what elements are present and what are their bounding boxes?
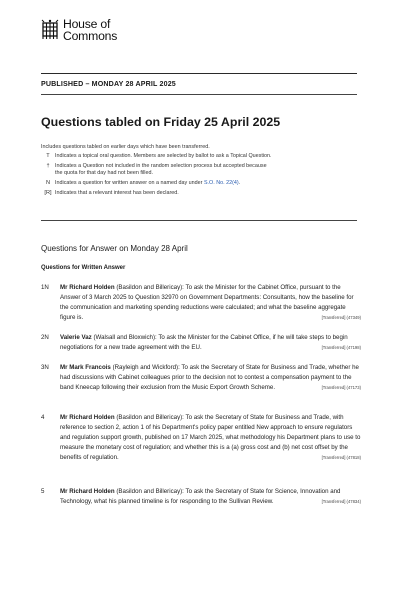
question-text: To ask the Secretary of State for Business and Trade, whether he had discussions with Cabinet colleagues prior to the decision not to contest a compensation payment to the band Kneecap following their exclusion from the Music Export Growth Scheme. xyxy=(60,364,359,391)
divider-top xyxy=(41,73,357,74)
key-symbol: † xyxy=(46,162,50,169)
intro-text: Includes questions tabled on earlier days which have been transferred. xyxy=(41,144,210,150)
page-title: Questions tabled on Friday 25 April 2025 xyxy=(41,115,281,129)
question-body xyxy=(60,333,361,353)
question-body xyxy=(60,363,361,393)
key-row xyxy=(41,180,361,187)
key-symbol: [R] xyxy=(44,189,52,196)
logo-wordmark xyxy=(63,19,117,42)
question-reference: [Transferred] (47173) xyxy=(321,385,361,390)
published-date: PUBLISHED – MONDAY 28 APRIL 2025 xyxy=(41,80,176,88)
key-text: Indicates a topical oral question. Members are selected by ballot to ask a Topical Question. xyxy=(55,153,272,159)
question-item xyxy=(41,363,361,393)
sub-heading: Questions for Written Answer xyxy=(41,265,126,271)
constituency: (Basildon and Billericay): xyxy=(116,488,184,495)
constituency: (Walsall and Bloxwich): xyxy=(93,334,157,341)
question-body xyxy=(60,487,361,507)
question-text: To ask the Minister for the Cabinet Office, if he will take steps to begin negotiations for a new trade agreement with the EU. xyxy=(60,334,348,351)
question-reference: [Transferred] (47818) xyxy=(321,455,361,460)
question-text: To ask the Minister for the Cabinet Office, pursuant to the Answer of 3 March 2025 to Question 32970 on Government Departments: Consultants, how the baseline for the communication and marketing spending reductions were calculated; and what the baseline aggregate figure is. xyxy=(60,284,354,321)
question-number: 2N xyxy=(41,334,49,341)
key-symbol: N xyxy=(45,179,51,186)
member-name: Mr Richard Holden xyxy=(60,284,115,291)
question-reference: [Transferred] (47198) xyxy=(321,345,361,350)
portcullis-icon xyxy=(41,19,59,41)
question-body xyxy=(60,283,361,323)
question-item xyxy=(41,487,361,507)
key-text-main: Indicates a question for written answer on a named day under xyxy=(55,179,204,186)
divider-published xyxy=(41,94,357,95)
member-name: Mr Richard Holden xyxy=(60,488,115,495)
question-item xyxy=(41,283,361,323)
question-number: 1N xyxy=(41,284,49,291)
logo-line-1: House of xyxy=(63,17,111,31)
member-name: Mr Richard Holden xyxy=(60,414,115,421)
question-number: 4 xyxy=(41,414,45,421)
question-text: To ask the Secretary of State for Business and Trade, with reference to section 2, action 1 of his Department's policy paper entitled New approach to ensure regulators and regulation support growth, published on 17 March 2025, what methodology his Department plans to use to measure the monetary cost of regulation; and whether this is a (a) gross cost and (b) net cost offset by the benefits of regulation. xyxy=(60,414,361,461)
logo-line-2: Commons xyxy=(63,28,118,43)
question-number: 3N xyxy=(41,364,49,371)
question-item xyxy=(41,413,361,463)
constituency: (Rayleigh and Wickford): xyxy=(112,364,180,371)
divider-key xyxy=(41,220,357,221)
key-text xyxy=(55,180,361,187)
key-symbol: T xyxy=(46,153,50,159)
key-row xyxy=(41,163,361,177)
question-body xyxy=(60,413,361,463)
key-text: Indicates a Question not included in the random selection process but accepted because the quota for that day had not been filled. xyxy=(55,162,267,176)
constituency: (Basildon and Billericay): xyxy=(116,284,184,291)
house-of-commons-logo xyxy=(41,19,117,42)
key-text: Indicates that a relevant interest has been declared. xyxy=(55,189,179,196)
member-name: Valerie Vaz xyxy=(60,334,92,341)
question-item xyxy=(41,333,361,353)
question-reference: [Transferred] (47349) xyxy=(321,315,361,320)
question-text: To ask the Secretary of State for Science, Innovation and Technology, what his planned timeline is for responding to the Sullivan Review. xyxy=(60,488,341,505)
question-reference: [Transferred] (47834) xyxy=(321,499,361,504)
standing-order-link[interactable]: S.O. No. 22(4) xyxy=(203,179,239,186)
key-text-suffix: . xyxy=(238,179,241,186)
member-name: Mr Mark Francois xyxy=(60,364,111,371)
key-row xyxy=(41,190,361,197)
section-heading: Questions for Answer on Monday 28 April xyxy=(41,244,188,253)
question-number: 5 xyxy=(41,488,45,495)
constituency: (Basildon and Billericay): xyxy=(116,414,184,421)
key-row xyxy=(41,153,361,160)
symbol-key xyxy=(41,153,361,199)
